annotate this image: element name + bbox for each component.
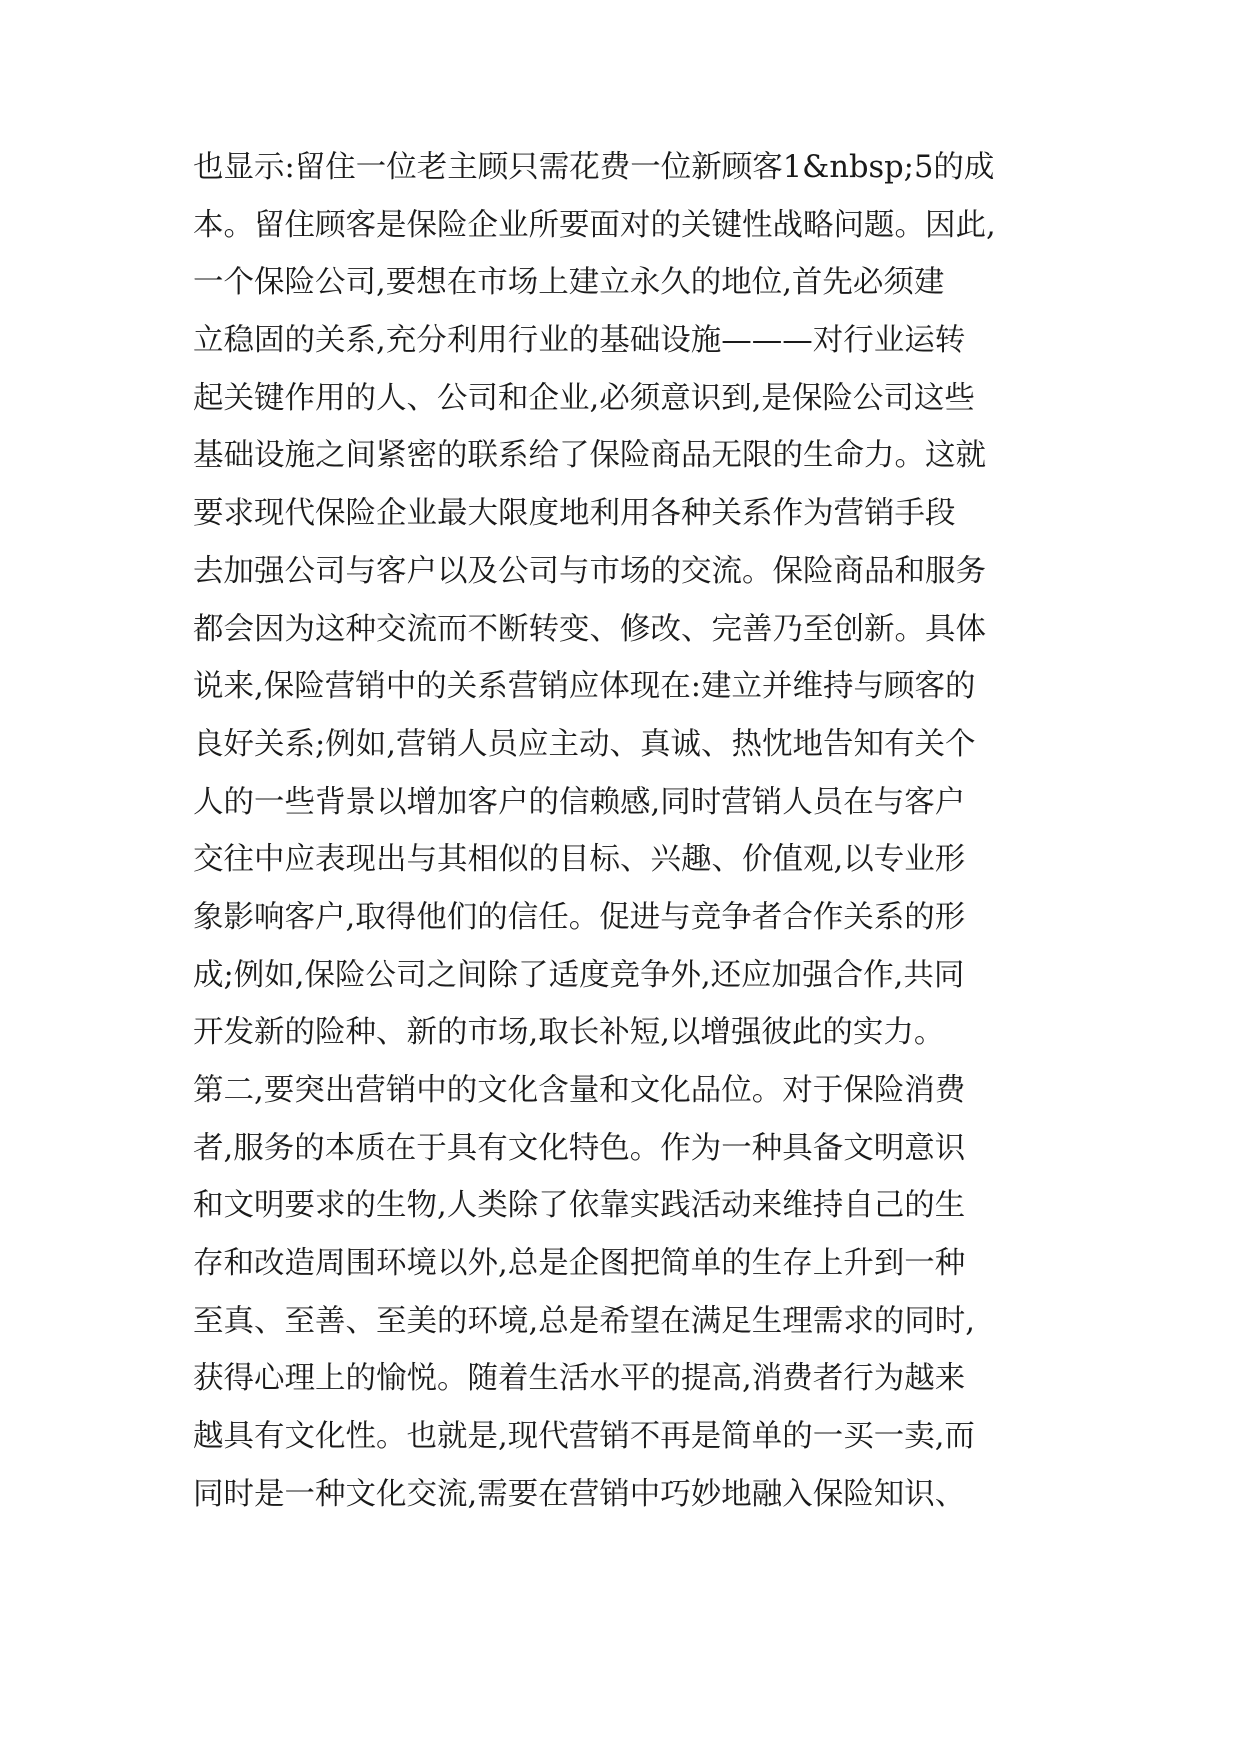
text-line: 获得心理上的愉悦。随着生活水平的提高,消费者行为越来 [193,1361,966,1397]
text-line: 和文明要求的生物,人类除了依靠实践活动来维持自己的生 [193,1188,966,1224]
text-line: 交往中应表现出与其相似的目标、兴趣、价值观,以专业形 [193,842,966,878]
text-line: 越具有文化性。也就是,现代营销不再是简单的一买一卖,而 [193,1419,975,1455]
body-text [193,139,1073,1524]
text-line: 象影响客户,取得他们的信任。促进与竞争者合作关系的形 [193,899,966,935]
text-line: 存和改造周围环境以外,总是企图把简单的生存上升到一种 [193,1246,966,1282]
text-line: 也显示:留住一位老主顾只需花费一位新顾客1&nbsp;5的成 [193,150,995,185]
text-line: 立稳固的关系,充分利用行业的基础设施———对行业运转 [193,323,966,359]
text-line: 开发新的险种、新的市场,取长补短,以增强彼此的实力。 [193,1015,945,1051]
text-line: 第二,要突出营销中的文化含量和文化品位。对于保险消费 [193,1073,966,1108]
text-line: 者,服务的本质在于具有文化特色。作为一种具备文明意识 [193,1130,966,1166]
text-line: 同时是一种文化交流,需要在营销中巧妙地融入保险知识、 [193,1476,966,1512]
text-line: 一个保险公司,要想在市场上建立永久的地位,首先必须建 [193,265,945,301]
text-line: 说来,保险营销中的关系营销应体现在:建立并维持与顾客的 [193,669,976,705]
text-line: 都会因为这种交流而不断转变、修改、完善乃至创新。具体 [193,611,986,647]
text-line: 良好关系;例如,营销人员应主动、真诚、热忱地告知有关个 [193,726,976,762]
text-line: 基础设施之间紧密的联系给了保险商品无限的生命力。这就 [193,438,986,474]
text-line: 本。留住顾客是保险企业所要面对的关键性战略问题。因此, [193,207,996,243]
text-line: 人的一些背景以增加客户的信赖感,同时营销人员在与客户 [193,784,966,820]
text-line: 起关键作用的人、公司和企业,必须意识到,是保险公司这些 [193,380,975,416]
text-line: 成;例如,保险公司之间除了适度竞争外,还应加强合作,共同 [193,957,965,993]
text-line: 至真、至善、至美的环境,总是希望在满足生理需求的同时, [193,1303,975,1339]
text-line: 去加强公司与客户以及公司与市场的交流。保险商品和服务 [193,553,986,589]
text-line: 要求现代保险企业最大限度地利用各种关系作为营销手段 [193,496,956,532]
